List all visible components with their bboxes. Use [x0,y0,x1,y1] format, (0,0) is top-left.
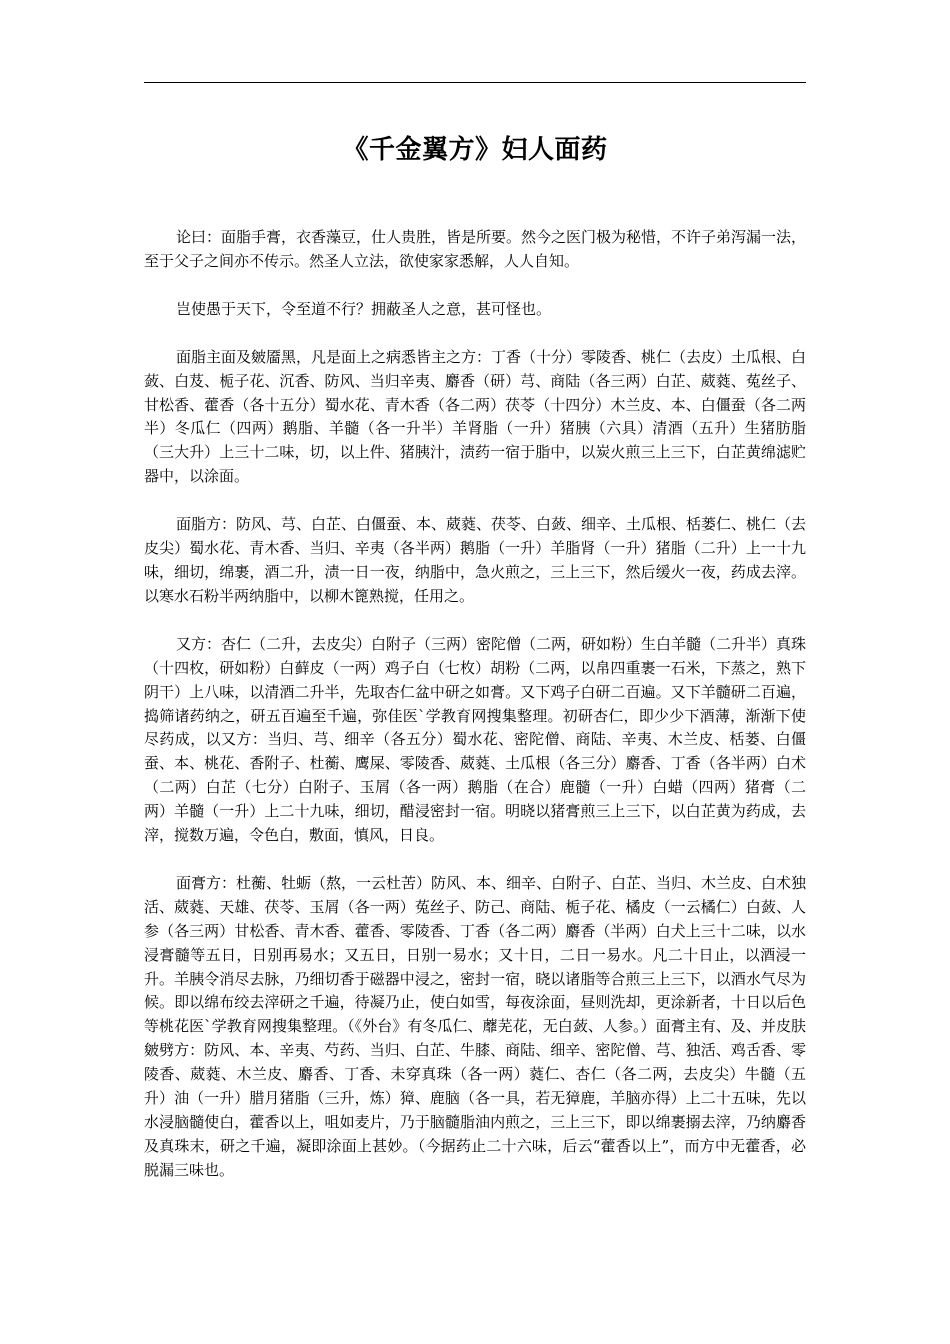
document-title: 《千金翼方》妇人面药 [342,135,608,165]
paragraph-face-cream-recipe: 面膏方：杜蘅、牡蛎（熬，一云杜苦）防风、本、细辛、白附子、白芷、当归、木兰皮、白术独活、葳蕤、天雄、茯苓、玉屑（各一两）菟丝子、防己、商陆、栀子花、橘皮（一云橘仁）白蔹、人参（各三两）甘松香、青木香、藿香、零陵香、丁香（各二两）麝香（半两）白犬上三十二味，以水浸膏髓等五日，日别再易水；又五日，日别一易水；又十日，二日一易水。凡二十日止，以酒浸一升。羊胰令消尽去脉，乃细切香于磁器中浸之，密封一宿，晓以诸脂等合煎三上三下，以酒水气尽为候。即以绵布绞去滓研之千遍，待凝乃止，使白如雪，每夜涂面，昼则洗却，更涂新者，十日以后色等桃花医`学教育网搜集整理。（《外台》有冬瓜仁、蘼芜花，无白蔹、人参。）面膏主有、及、并皮肤皴劈方：防风、本、辛夷、芍药、当归、白芷、牛膝、商陆、细辛、密陀僧、芎、独活、鸡舌香、零陵香、葳蕤、木兰皮、麝香、丁香、未穿真珠（各一两）蕤仁、杏仁（各二两，去皮尖）牛髓（五升）油（一升）腊月猪脂（三升，炼）獐、鹿脑（各一具，若无獐鹿，羊脑亦得）上二十五味，先以水浸脑髓使白，藿香以上，咀如麦片，乃于脑髓脂油内煎之，三上三下，即以绵裹搦去滓，乃纳麝香及真珠末，研之千遍，凝即涂面上甚妙。（今据药止二十六味，后云“藿香以上”，而方中无藿香，必脱漏三味也。 [144,873,807,1179]
paragraph-face-fat-recipe: 面脂方：防风、芎、白芷、白僵蚕、本、葳蕤、茯苓、白蔹、细辛、土瓜根、栝蒌仁、桃仁（去皮尖）蜀水花、青木香、当归、辛夷（各半两）鹅脂（一升）羊脂肾（一升）猪脂（二升）上一十九味，细切，绵裹，酒二升，渍一日一夜，纳脂中，急火煎之，三上三下，然后缓火一夜，药成去滓。以寒水石粉半两纳脂中，以柳木篦熟搅，任用之。 [144,515,807,605]
paragraph-intro-continued: 岂使愚于天下，令至道不行？拥蔽圣人之意，甚可怪也。 [176,299,552,318]
paragraph-another-recipe: 又方：杏仁（二升，去皮尖）白附子（三两）密陀僧（二两，研如粉）生白羊髓（二升半）真珠（十四枚，研如粉）白藓皮（一两）鸡子白（七枚）胡粉（二两，以帛四重裹一石米，下蒸之，熟下阴干）上八味，以清酒二升半，先取杏仁盆中研之如膏。又下鸡子白研二百遍。又下羊髓研二百遍，捣筛诸药纳之，研五百遍至千遍，弥佳医`学教育网搜集整理。初研杏仁，即少少下酒薄，渐渐下使尽药成，以又方：当归、芎、细辛（各五分）蜀水花、密陀僧、商陆、辛夷、木兰皮、栝蒌、白僵蚕、本、桃花、香附子、杜蘅、鹰屎、零陵香、葳蕤、土瓜根（各三分）麝香、丁香（各半两）白术（二两）白芷（七分）白附子、玉屑（各一两）鹅脂（在合）鹿髓（一升）白蜡（四两）猪膏（二两）羊髓（一升）上二十九味，细切，醋浸密封一宿。明晓以猪膏煎三上三下，以白芷黄为药成，去滓，搅数万遍，令色白，敷面，慎风，日良。 [144,634,807,845]
paragraph-intro: 论曰：面脂手膏，衣香藻豆，仕人贵胜，皆是所要。然今之医门极为秘惜，不许子弟泻漏一法，至于父子之间亦不传示。然圣人立法，欲使家家悉解，人人自知。 [144,228,807,270]
header-rule [144,82,806,83]
paragraph-face-fat-main: 面脂主面及皴靥黑，凡是面上之病悉皆主之方：丁香（十分）零陵香、桃仁（去皮）土瓜根、白蔹、白芨、栀子花、沉香、防风、当归辛夷、麝香（研）芎、商陆（各三两）白芷、葳蕤、菟丝子、甘松香、藿香（各十五分）蜀水花、青木香（各二两）茯苓（十四分）木兰皮、本、白僵蚕（各二两半）冬瓜仁（四两）鹅脂、羊髓（各一升半）羊肾脂（一升）猪胰（六具）清酒（五升）生猪肪脂（三大升）上三十二味，切，以上件、猪胰汁，渍药一宿于脂中，以炭火煎三上三下，白芷黄绵滤贮器中，以涂面。 [144,347,807,486]
document-body [144,226,806,1207]
